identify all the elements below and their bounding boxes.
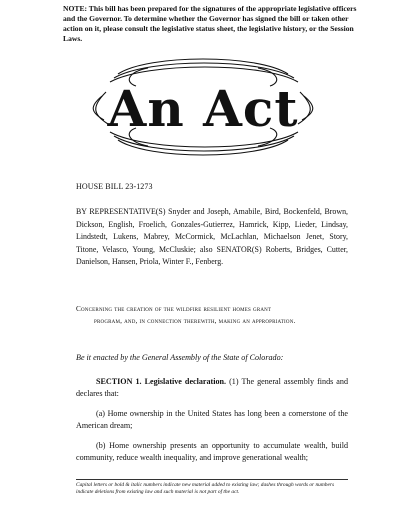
- paragraph-b: (b) Home ownership presents an opportunity to accumulate wealth, build community, reduce wealth inequality, and improve generational wealth;: [76, 441, 348, 462]
- concerning-line-1: Concerning the creation of the wildfire resilient homes grant: [76, 305, 272, 313]
- section-1-text: (1) The general assembly finds and declares that:: [76, 377, 348, 398]
- paragraph-a: (a) Home ownership in the United States has long been a cornerstone of the American dream;: [76, 409, 348, 430]
- an-act-title: An Act: [107, 79, 299, 138]
- an-act-seal: [88, 52, 318, 162]
- enacting-clause: Be it enacted by the General Assembly of the State of Colorado:: [76, 353, 284, 362]
- sponsors-list: BY REPRESENTATIVE(S) Snyder and Joseph, Amabile, Bird, Bockenfeld, Brown, Dickson, English, Froelich, Gonzales-Gutierrez, Hamrick, Kipp, Lieder, Lindsay, Lindstedt, Lukens, Mabrey, McCormick, McLachlan, Michaelson Jenet, Story, Titone, Velasco, Young, McCluskie; also SENATOR(S) Roberts, Bridges, Cutter, Danielson, Hansen, Priola, Winter F., Fenberg.: [76, 207, 348, 266]
- section-1: [76, 376, 348, 400]
- concerning-line-rest: program, and, in connection therewith, making an appropriation.: [94, 316, 296, 325]
- concerning-clause: [76, 304, 348, 327]
- signature-note: NOTE: This bill has been prepared for the signatures of the appropriate legislative officers and the Governor. To determine whether the Governor has signed the bill or taken other action on it, please consult the legislative status sheet, the legislative history, or the Session Laws.: [63, 4, 357, 43]
- bill-number: HOUSE BILL 23-1273: [76, 182, 153, 191]
- footnote-divider: [76, 479, 348, 480]
- section-1-heading: SECTION 1. Legislative declaration.: [96, 377, 227, 386]
- footnote: Capital letters or bold & italic numbers indicate new material added to existing law; dashes through words or numbers indicate deletions from existing law and such material is not part of the act.: [76, 482, 335, 496]
